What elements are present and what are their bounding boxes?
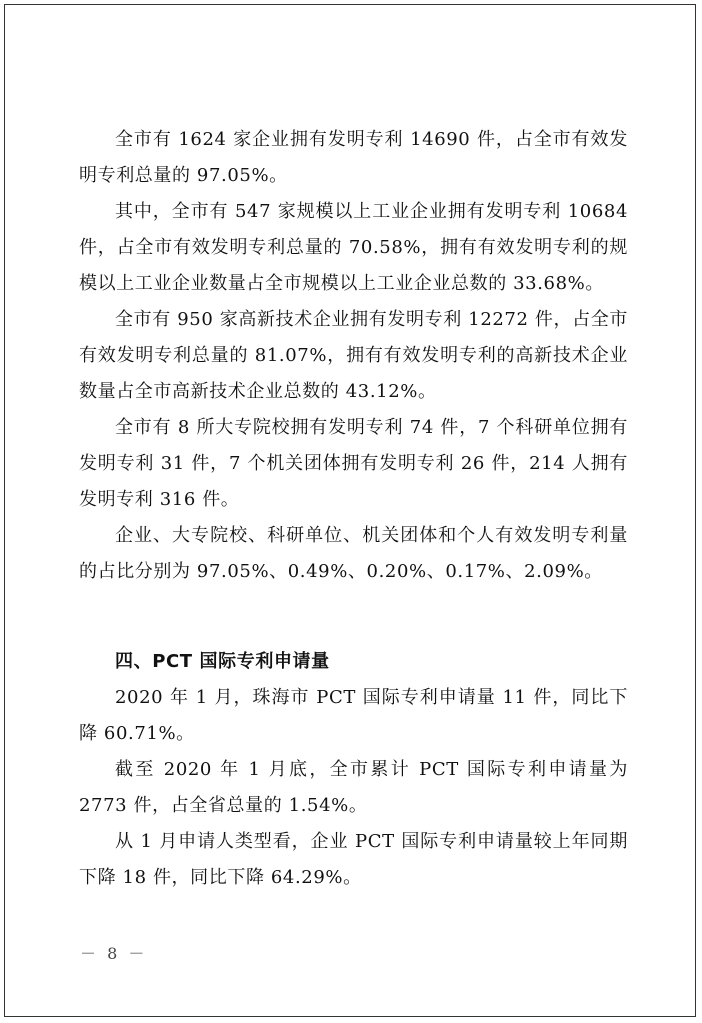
paragraph-enterprise-patents: 全市有 1624 家企业拥有发明专利 14690 件，占全市有效发明专利总量的 97.05%。 — [79, 129, 628, 186]
paragraph-pct-applicant-type: 从 1 月申请人类型看，企业 PCT 国际专利申请量较上年同期下降 18 件，同比下降 64.29%。 — [79, 831, 628, 888]
paragraph-industrial-enterprises: 其中，全市有 547 家规模以上工业企业拥有发明专利 10684 件，占全市有效发明专利总量的 70.58%，拥有有效发明专利的规模以上工业企业数量占全市规模以上工业企业总数的 33.68%。 — [79, 201, 628, 294]
page-number: － 8 － — [80, 944, 148, 963]
section-heading-pct: 四、PCT 国际专利申请量 — [115, 651, 330, 672]
paragraph-pct-cumulative: 截至 2020 年 1 月底，全市累计 PCT 国际专利申请量为 2773 件，占全省总量的 1.54%。 — [79, 759, 628, 816]
paragraph-share-breakdown: 企业、大专院校、科研单位、机关团体和个人有效发明专利量的占比分别为 97.05%、0.49%、0.20%、0.17%、2.09%。 — [79, 525, 628, 582]
paragraph-institutions: 全市有 8 所大专院校拥有发明专利 74 件，7 个科研单位拥有发明专利 31 件，7 个机关团体拥有发明专利 26 件，214 人拥有发明专利 316 件。 — [79, 417, 628, 510]
paragraph-pct-january: 2020 年 1 月，珠海市 PCT 国际专利申请量 11 件，同比下降 60.71%。 — [79, 687, 628, 744]
paragraph-high-tech-enterprises: 全市有 950 家高新技术企业拥有发明专利 12272 件，占全市有效发明专利总量的 81.07%，拥有有效发明专利的高新技术企业数量占全市高新技术企业总数的 43.12%。 — [79, 309, 628, 402]
document-body — [79, 122, 628, 896]
